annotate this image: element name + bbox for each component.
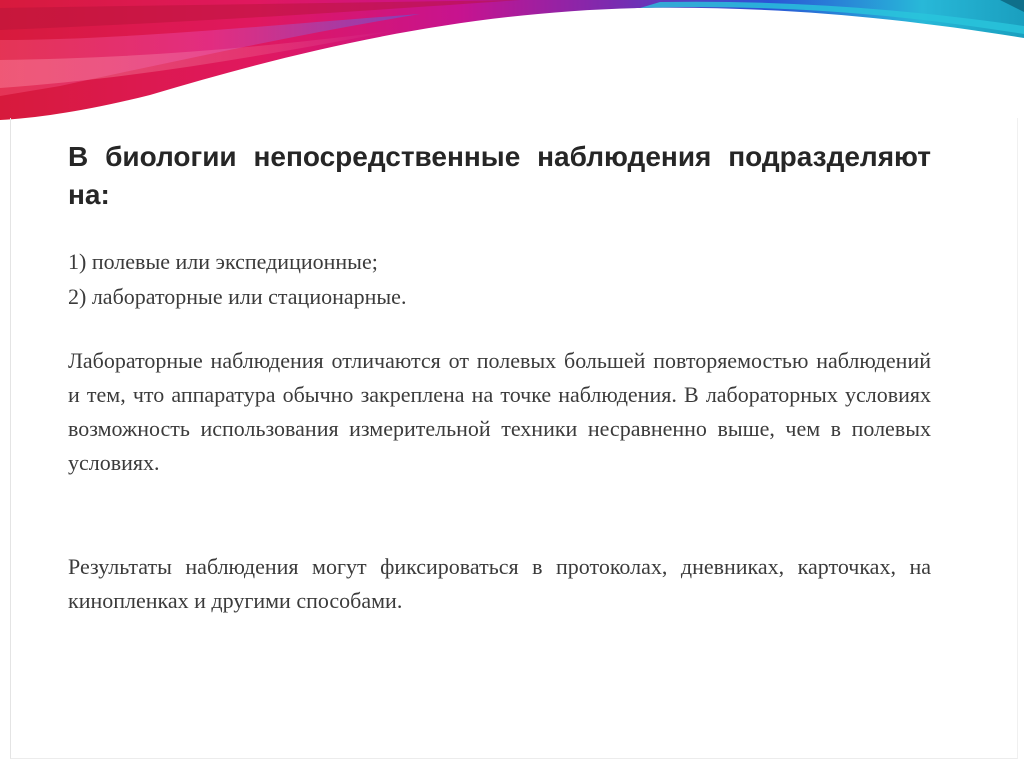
- paragraph-results: Результаты наблюдения могут фиксироваться в протоколах, дневниках, карточках, на кинопленках и другими способами.: [68, 554, 931, 613]
- list-item: 1) полевые или экспедиционные;: [68, 249, 378, 274]
- slide-heading: В биологии непосредственные наблюдения подразделяют на:: [68, 141, 931, 210]
- observation-types-list: [68, 244, 931, 314]
- slide-content: [68, 138, 931, 618]
- list-item: 2) лабораторные или стационарные.: [68, 284, 407, 309]
- paragraph-laboratory: Лабораторные наблюдения отличаются от полевых большей повторяемостью наблюдений и тем, что аппаратура обычно закреплена на точке наблюдения. В лабораторных условиях возможность использования измерительной техники несравненно выше, чем в полевых условиях.: [68, 348, 931, 475]
- decorative-banner: [0, 0, 1024, 130]
